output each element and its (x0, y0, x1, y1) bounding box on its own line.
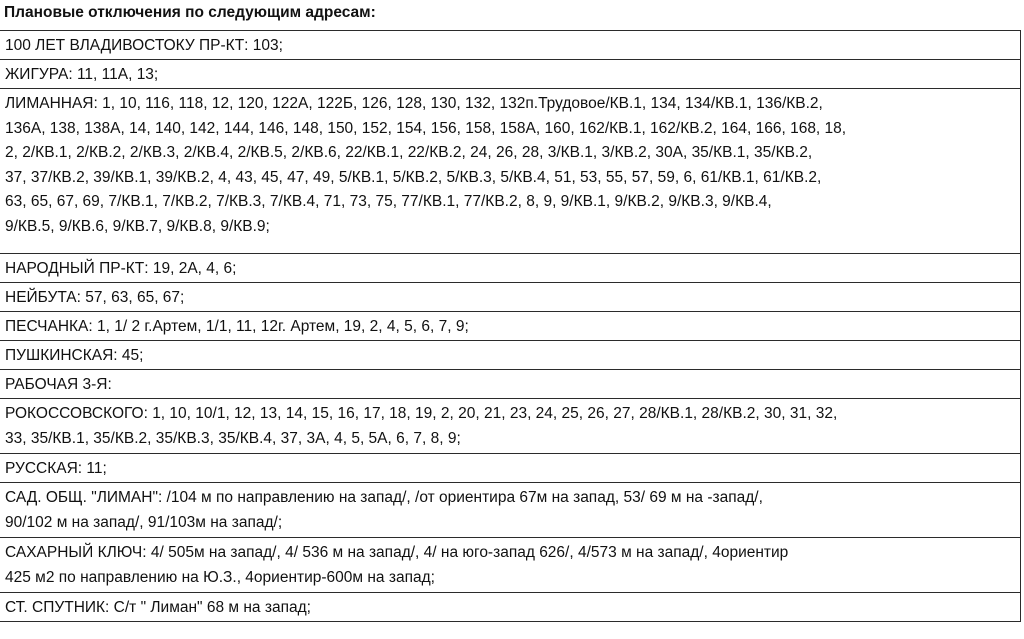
address-row (0, 538, 1020, 593)
row-line: 33, 35/КВ.1, 35/КВ.2, 35/КВ.3, 35/КВ.4, 37, 3А, 4, 5, 5А, 6, 7, 8, 9; (5, 429, 461, 447)
address-row (0, 399, 1020, 454)
address-row (0, 483, 1020, 538)
address-row (0, 312, 1020, 341)
row-line: 9/КВ.5, 9/КВ.6, 9/КВ.7, 9/КВ.8, 9/КВ.9; (5, 217, 270, 235)
row-line: НЕЙБУТА: 57, 63, 65, 67; (5, 289, 185, 306)
row-line: 100 ЛЕТ ВЛАДИВОСТОКУ ПР-КТ: 103; (5, 37, 283, 54)
row-line: 2, 2/КВ.1, 2/КВ.2, 2/КВ.3, 2/КВ.4, 2/КВ.5, 2/КВ.6, 22/КВ.1, 22/КВ.2, 24, 26, 28, 3/КВ.1, 3/КВ.2, 30А, 35/КВ.1, 35/КВ.2, (5, 144, 813, 161)
row-line: ЖИГУРА: 11, 11А, 13; (5, 66, 159, 83)
row-line: САД. ОБЩ. "ЛИМАН": /104 м по направлению на запад/, /от ориентира 67м на запад, 53/ 69 м на -запад/, (5, 489, 763, 506)
address-row (0, 454, 1020, 483)
row-line: ПЕСЧАНКА: 1, 1/ 2 г.Артем, 1/1, 11, 12г. Артем, 19, 2, 4, 5, 6, 7, 9; (5, 318, 469, 335)
address-row (0, 60, 1020, 89)
row-line: 90/102 м на запад/, 91/103м на запад/; (5, 513, 283, 531)
row-line: 425 м2 по направлению на Ю.З., 4ориентир-600м на запад; (5, 568, 435, 586)
row-line: РАБОЧАЯ 3-Я: (5, 376, 112, 393)
address-row (0, 254, 1020, 283)
address-row (0, 89, 1020, 254)
address-row (0, 283, 1020, 312)
address-table (0, 30, 1021, 622)
address-row (0, 593, 1020, 622)
row-line: РОКОССОВСКОГО: 1, 10, 10/1, 12, 13, 14, 15, 16, 17, 18, 19, 2, 20, 21, 23, 24, 25, 26, 27, 28/КВ.1, 28/КВ.2, 30, 31, 32, (5, 405, 838, 422)
address-row (0, 31, 1020, 60)
row-line: 136А, 138, 138А, 14, 140, 142, 144, 146, 148, 150, 152, 154, 156, 158, 158А, 160, 162/КВ.1, 162/КВ.2, 164, 166, 168, 18, (5, 119, 847, 137)
row-line: САХАРНЫЙ КЛЮЧ: 4/ 505м на запад/, 4/ 536 м на запад/, 4/ на юго-запад 626/, 4/573 м на запад/, 4ориентир (5, 544, 789, 561)
page-title: Плановые отключения по следующим адресам: (4, 4, 376, 21)
row-line: ПУШКИНСКАЯ: 45; (5, 347, 144, 364)
address-row (0, 370, 1020, 399)
row-line: СТ. СПУТНИК: С/т " Лиман" 68 м на запад; (5, 599, 311, 616)
row-line: 37, 37/КВ.2, 39/КВ.1, 39/КВ.2, 4, 43, 45, 47, 49, 5/КВ.1, 5/КВ.2, 5/КВ.3, 5/КВ.4, 51, 53, 55, 57, 59, 6, 61/КВ.1, 61/КВ.2, (5, 168, 822, 186)
row-line: НАРОДНЫЙ ПР-КТ: 19, 2А, 4, 6; (5, 260, 237, 277)
row-line: 63, 65, 67, 69, 7/КВ.1, 7/КВ.2, 7/КВ.3, 7/КВ.4, 71, 73, 75, 77/КВ.1, 77/КВ.2, 8, 9, 9/КВ.1, 9/КВ.2, 9/КВ.3, 9/КВ.4, (5, 193, 772, 210)
address-row (0, 341, 1020, 370)
row-line: ЛИМАННАЯ: 1, 10, 116, 118, 12, 120, 122А, 122Б, 126, 128, 130, 132, 132п.Трудовое/КВ.1, 134, 134/КВ.1, 136/КВ.2, (5, 95, 823, 112)
row-line: РУССКАЯ: 11; (5, 460, 107, 477)
